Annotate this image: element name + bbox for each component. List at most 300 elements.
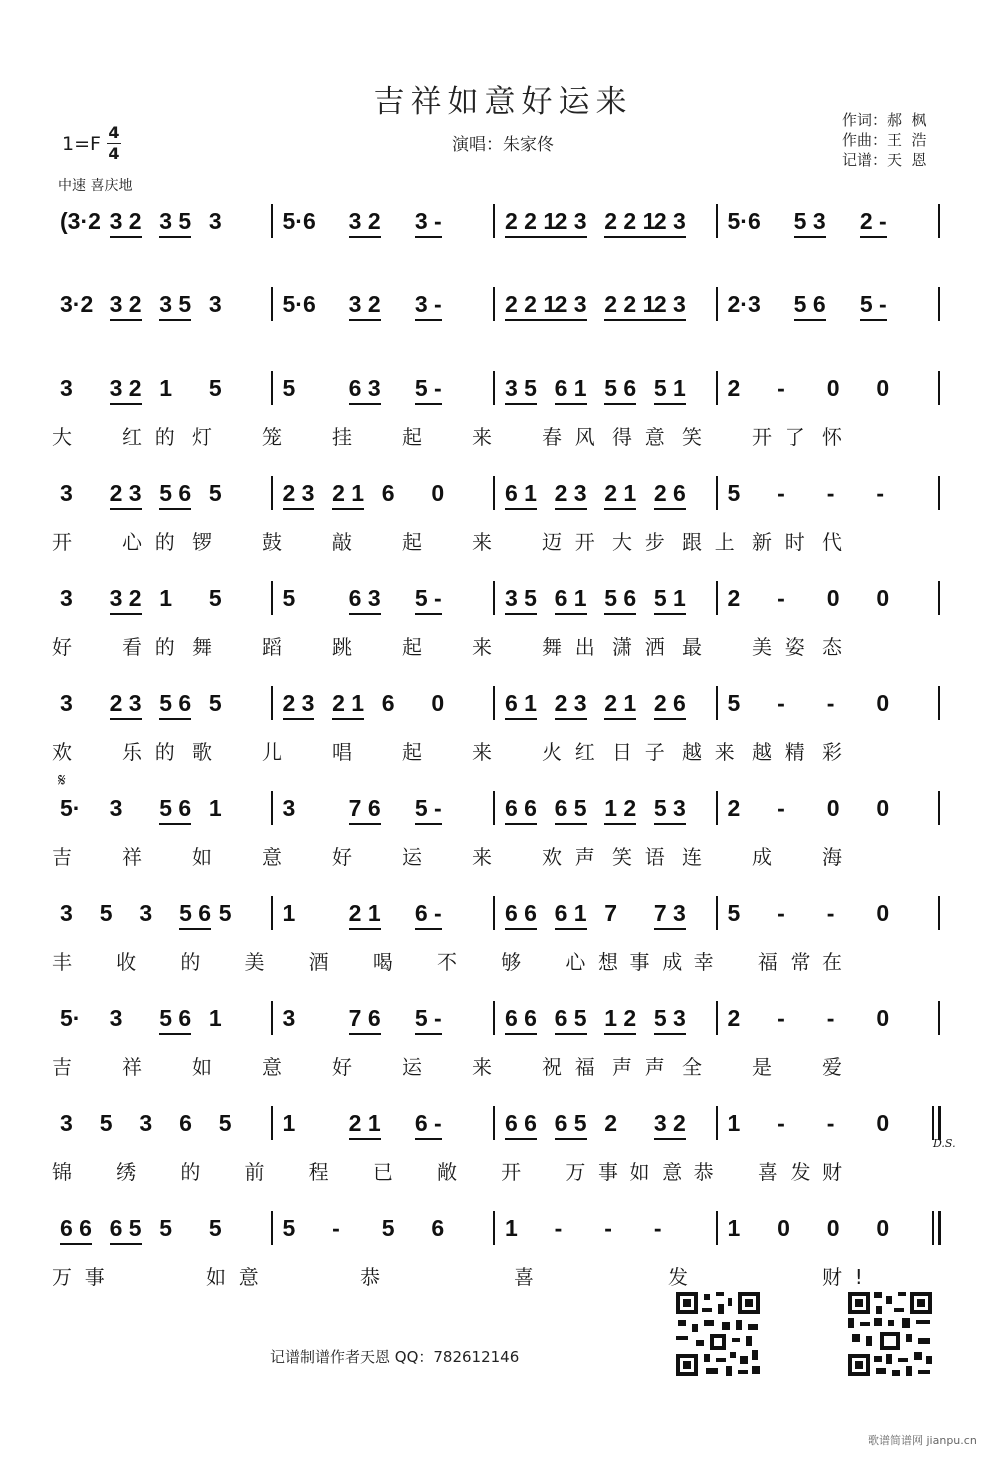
bar-line [716, 1106, 718, 1140]
bar-line [716, 791, 718, 825]
note-group: 6 - [415, 1110, 442, 1140]
note-group: 3 5 [159, 291, 191, 321]
notes-line [0, 208, 1006, 268]
bar-line [271, 204, 273, 238]
note-group: 6 6 [505, 1110, 537, 1140]
lyric-word: 如 意 [206, 1265, 259, 1289]
key-signature [62, 124, 121, 163]
note-group: 3 5 [505, 375, 537, 405]
note-group: - [777, 690, 785, 716]
note-group: 5 1 [654, 375, 686, 405]
bar-line [271, 581, 273, 615]
note-group: 0 [777, 1215, 790, 1241]
note-group: 2 3 [555, 291, 587, 321]
score-row [0, 585, 1006, 695]
note-group: 5 [381, 1215, 395, 1241]
lyric-word: 锦 [52, 1160, 72, 1184]
lyric-word: 程 [308, 1160, 329, 1184]
note-group: 2 6 [654, 690, 686, 720]
bar-line [493, 1001, 495, 1035]
bar-line [493, 581, 495, 615]
lyric-word: 声 声 [612, 1055, 665, 1079]
lyric-word: 爱 [822, 1055, 842, 1079]
notes-line [0, 291, 1006, 351]
watermark: 歌谱简谱网 jianpu.cn [868, 1434, 977, 1447]
lyrics-line [0, 1156, 1006, 1182]
note-group: 5 [99, 1110, 113, 1136]
lyric-word: 开 [501, 1160, 522, 1184]
bar-line [716, 1001, 718, 1035]
note-group: 5 [218, 1110, 232, 1136]
lyric-word: 万 事 [565, 1160, 619, 1184]
lyric-word: 日 子 [612, 740, 665, 764]
lyrics-line [0, 1051, 1006, 1077]
note-group: 0 [876, 1215, 890, 1241]
lyrics-line [0, 841, 1006, 867]
note-group: 5 [727, 690, 741, 716]
note-group: 2 3 [555, 690, 587, 720]
note-group: 5· [60, 795, 81, 821]
lyric-word: 财 ! [822, 1265, 863, 1289]
bar-line [271, 791, 273, 825]
note-group: 5 6 [159, 480, 191, 510]
note-group: 2 1 [349, 900, 381, 930]
lyric-word: 跟 上 [682, 530, 735, 554]
bar-line [271, 1106, 273, 1140]
note-group: 1 [505, 1215, 518, 1241]
transcriber-credit: 记谱：天 恩 [842, 151, 927, 169]
score-row [0, 1005, 1006, 1115]
note-group: 5 [282, 375, 296, 401]
lyrics-line [0, 421, 1006, 447]
lyric-word: 新 时 [752, 530, 805, 554]
note-group: 0 [876, 795, 890, 821]
note-group: 3 2 [349, 291, 381, 321]
note-group: 5 - [860, 291, 887, 321]
lyric-word: 的 [180, 1160, 201, 1184]
note-group: 3 [60, 480, 73, 506]
lyric-word: 如 [192, 1055, 212, 1079]
note-group: 3 [60, 1110, 73, 1136]
bar-line [271, 896, 273, 930]
bar-line [938, 791, 940, 825]
note-group: 2 - [860, 208, 887, 238]
lyric-word: 潇 洒 [612, 635, 665, 659]
lyrics-line [0, 631, 1006, 657]
bar-line [716, 204, 718, 238]
credits-block [842, 110, 927, 170]
note-group: 5 [208, 585, 222, 611]
note-group: 6 1 [505, 690, 537, 720]
time-signature-top: 4 [108, 123, 120, 142]
note-group: 2 3 [110, 480, 142, 510]
note-group: 0 [826, 375, 840, 401]
note-group: 0 [876, 900, 890, 926]
lyric-word: 笑 [682, 425, 702, 449]
lyric-word: 敞 [437, 1160, 457, 1184]
lyric-word: 在 [822, 950, 842, 974]
lyric-word: 迈 开 [542, 530, 595, 554]
note-group: 7 6 [349, 795, 381, 825]
note-group: 5 [727, 480, 741, 506]
note-group: 3 5 [159, 208, 191, 238]
lyric-word: 看 的 [122, 635, 175, 659]
bar-line [938, 896, 940, 930]
lyric-word: 唱 [332, 740, 352, 764]
lyric-word: 酒 [308, 950, 329, 974]
end-bar-line [938, 1211, 941, 1245]
note-group: 3·2 [60, 291, 94, 317]
note-group: 5 6 [159, 795, 191, 825]
note-group: 6 5 [555, 1110, 587, 1140]
lyric-word: 恭 [360, 1265, 380, 1289]
note-group: 5 6 [159, 1005, 191, 1035]
bar-line [493, 896, 495, 930]
note-group: 5 [159, 1215, 173, 1241]
lyric-word: 儿 [262, 740, 282, 764]
note-group: 5 [218, 900, 232, 926]
note-group: 6 [381, 690, 395, 716]
note-group: 3 [208, 291, 222, 317]
lyric-word: 起 [402, 740, 422, 764]
time-signature-bottom: 4 [108, 144, 120, 163]
lyric-word: 福 常 [757, 950, 811, 974]
footer-credit: 记谱制谱作者天恩 QQ：782612146 [270, 1348, 520, 1366]
note-group: 6 1 [555, 375, 587, 405]
note-group: 7 6 [349, 1005, 381, 1035]
note-group: 6 [381, 480, 395, 506]
score-row [0, 900, 1006, 1010]
lyric-word: 来 [472, 530, 492, 554]
note-group: 3 [109, 1005, 123, 1031]
bar-line [493, 371, 495, 405]
note-group: 2 1 [349, 1110, 381, 1140]
note-group: - [777, 480, 785, 506]
note-group: 5·6 [282, 208, 316, 234]
note-group: - [653, 1215, 662, 1241]
lyric-word: 来 [472, 425, 492, 449]
note-group: 6 5 [110, 1215, 142, 1245]
note-group: 5 [208, 1215, 222, 1241]
note-group: 5 - [415, 1005, 442, 1035]
lyric-word: 态 [822, 635, 842, 659]
lyric-word: 祥 [122, 845, 142, 869]
note-group: 2 3 [555, 208, 587, 238]
note-group: 2·3 [727, 291, 761, 317]
note-group: - [777, 1005, 785, 1031]
lyric-word: 笼 [262, 425, 282, 449]
bar-line [493, 1106, 495, 1140]
lyric-word: 财 [822, 1160, 842, 1184]
note-group: 2 2 1 [505, 291, 556, 321]
lyric-word: 怀 [822, 425, 842, 449]
lyric-word: 万 事 [52, 1265, 105, 1289]
qr-code-right [846, 1290, 934, 1378]
note-group: 2 3 [654, 291, 686, 321]
note-group: 0 [826, 795, 840, 821]
note-group: 3 - [415, 291, 442, 321]
lyric-word: 前 [244, 1160, 265, 1184]
bar-line [493, 791, 495, 825]
note-group: 5 [282, 585, 296, 611]
bar-line [271, 1001, 273, 1035]
note-group: 2 [727, 375, 741, 401]
lyric-word: 吉 [52, 845, 72, 869]
lyric-word: 连 [682, 845, 702, 869]
lyric-word: 越 精 [752, 740, 805, 764]
bar-line [716, 581, 718, 615]
note-group: 5 6 [159, 690, 191, 720]
score-row [0, 1110, 1006, 1220]
note-group: 2 3 [283, 480, 315, 510]
note-group: 7 3 [654, 900, 686, 930]
lyric-word: 收 [116, 950, 137, 974]
lyric-word: 红 的 [122, 425, 175, 449]
note-group: - [826, 480, 835, 506]
note-group: 3 [60, 375, 73, 401]
end-bar-line [938, 1106, 941, 1140]
note-group: 6 1 [555, 900, 587, 930]
lyric-word: 越 来 [682, 740, 735, 764]
note-group: 3 2 [110, 585, 142, 615]
note-group: 1 [282, 900, 296, 926]
bar-line [271, 686, 273, 720]
lyric-word: 是 [752, 1055, 772, 1079]
bar-line [493, 287, 495, 321]
lyric-word: 笑 语 [612, 845, 665, 869]
note-group: - [554, 1215, 563, 1241]
note-group: 6 - [415, 900, 442, 930]
lyric-word: 如 [192, 845, 212, 869]
lyric-word: 起 [402, 635, 422, 659]
note-group: 5 6 [604, 375, 636, 405]
note-group: 5 [208, 690, 222, 716]
lyric-word: 成 [752, 845, 772, 869]
lyric-word: 美 姿 [752, 635, 805, 659]
note-group: 5 - [415, 795, 442, 825]
lyric-word: 美 [244, 950, 265, 974]
bar-line [938, 1001, 940, 1035]
note-group: 5 [99, 900, 113, 926]
note-group: 2 1 [604, 690, 636, 720]
note-group: 2 [727, 795, 741, 821]
note-group: 1 [727, 1215, 741, 1241]
note-group: 2 2 1 [604, 291, 655, 321]
note-group: 6 1 [505, 480, 537, 510]
note-group: 6 1 [555, 585, 587, 615]
lyrics-line [0, 736, 1006, 762]
lyric-word: 锣 [192, 530, 212, 554]
lyric-word: 开 了 [752, 425, 805, 449]
note-group: 5 6 [794, 291, 826, 321]
note-group: 0 [876, 585, 890, 611]
note-group: 0 [876, 1110, 890, 1136]
lyric-word: 心 的 [122, 530, 175, 554]
composer-credit: 作曲：王 浩 [842, 131, 927, 149]
note-group: 6 6 [60, 1215, 92, 1245]
lyric-word: 发 [668, 1265, 688, 1289]
note-group: 3 2 [654, 1110, 686, 1140]
bar-line [716, 1211, 718, 1245]
lyric-word: 幸 [693, 950, 714, 974]
lyric-word: 代 [822, 530, 842, 554]
lyric-word: 歌 [192, 740, 212, 764]
note-group: 2 2 1 [505, 208, 556, 238]
note-group: 1 [208, 1005, 222, 1031]
key-label: 1=F [62, 132, 101, 155]
note-group: 5 6 [179, 900, 211, 930]
bar-line [271, 287, 273, 321]
lyric-word: 吉 [52, 1055, 72, 1079]
note-group: 6 6 [505, 795, 537, 825]
bar-line [932, 1106, 934, 1140]
note-group: 2 1 [332, 480, 364, 510]
note-group: 3 [109, 795, 123, 821]
tempo-marking: 中速 喜庆地 [58, 178, 133, 194]
note-group: 3 2 [110, 208, 142, 238]
lyric-word: 大 [52, 425, 72, 449]
bar-line [932, 1211, 934, 1245]
note-group: 5 3 [654, 795, 686, 825]
note-group: 1 2 [604, 795, 636, 825]
lyric-word: 来 [472, 1055, 492, 1079]
note-group: 6 6 [505, 900, 537, 930]
lyric-word: 挂 [332, 425, 352, 449]
score-row [0, 480, 1006, 590]
note-group: 2 1 [604, 480, 636, 510]
lyric-word: 的 [180, 950, 201, 974]
note-group: 5 [282, 1215, 296, 1241]
lyric-word: 恭 [693, 1160, 714, 1184]
note-group: 0 [876, 690, 890, 716]
note-group: 3 [60, 585, 73, 611]
note-group: 2 1 [332, 690, 364, 720]
lyric-word: 大 步 [612, 530, 665, 554]
lyric-word: 全 [682, 1055, 702, 1079]
note-group: 3 [282, 795, 296, 821]
note-group: 2 3 [283, 690, 315, 720]
note-group: 2 3 [555, 480, 587, 510]
lyric-word: 海 [822, 845, 842, 869]
lyric-word: 如 意 [629, 1160, 683, 1184]
lyric-word: 开 [52, 530, 72, 554]
note-group: 1 [208, 795, 222, 821]
note-group: 6 5 [555, 1005, 587, 1035]
note-group: - [332, 1215, 340, 1241]
note-group: 5 - [415, 375, 442, 405]
note-group: 1 [727, 1110, 741, 1136]
lyric-word: 乐 的 [122, 740, 175, 764]
lyric-word: 蹈 [262, 635, 282, 659]
lyric-word: 灯 [192, 425, 212, 449]
bar-line [938, 204, 940, 238]
note-group: 2 6 [654, 480, 686, 510]
note-group: 2 [727, 585, 741, 611]
lyric-word: 鼓 [262, 530, 282, 554]
note-group: 3 - [415, 208, 442, 238]
note-group: - [777, 900, 785, 926]
bar-line [271, 476, 273, 510]
bar-line [716, 476, 718, 510]
lyric-word: 最 [682, 635, 702, 659]
singer-credit: 演唱：朱家佟 [452, 135, 554, 155]
lyric-word: 意 [262, 845, 282, 869]
note-group: 2 2 1 [604, 208, 655, 238]
lyric-word: 运 [402, 1055, 422, 1079]
note-group: 6 3 [349, 585, 381, 615]
score-row [0, 795, 1006, 905]
lyric-word: 欢 [52, 740, 72, 764]
lyric-word: 意 [262, 1055, 282, 1079]
note-group: 5 [727, 900, 741, 926]
note-group: 3 5 [505, 585, 537, 615]
time-signature [107, 124, 121, 163]
lyric-word: 好 [52, 635, 72, 659]
note-group: - [826, 690, 835, 716]
lyric-word: 运 [402, 845, 422, 869]
bar-line [716, 686, 718, 720]
note-group: 7 [604, 900, 618, 926]
lyric-word: 喝 [372, 950, 393, 974]
note-group: 0 [826, 585, 840, 611]
segno-sign: 𝄋 [58, 770, 66, 791]
lyric-word: 够 [501, 950, 522, 974]
lyric-word: 事 成 [629, 950, 683, 974]
lyric-word: 来 [472, 845, 492, 869]
note-group: (3·2 [60, 208, 101, 234]
note-group: 0 [876, 1005, 890, 1031]
note-group: - [777, 1110, 785, 1136]
lyric-word: 来 [472, 635, 492, 659]
note-group: - [826, 1110, 835, 1136]
note-group: 5 [208, 375, 222, 401]
note-group: 3 [208, 208, 222, 234]
note-group: 0 [431, 690, 445, 716]
note-group: 5 6 [604, 585, 636, 615]
lyric-word: 得 意 [612, 425, 665, 449]
lyric-word: 喜 [514, 1265, 534, 1289]
bar-line [493, 476, 495, 510]
lyric-word: 祥 [122, 1055, 142, 1079]
lyric-word: 舞 出 [542, 635, 595, 659]
note-group: 6 [179, 1110, 192, 1136]
note-group: 6 6 [505, 1005, 537, 1035]
bar-line [493, 1211, 495, 1245]
note-group: 5·6 [727, 208, 761, 234]
note-group: 2 [604, 1110, 618, 1136]
lyric-word: 丰 [52, 950, 72, 974]
lyric-word: 已 [372, 1160, 393, 1184]
note-group: 1 [282, 1110, 296, 1136]
note-group: 3 [60, 690, 73, 716]
bar-line [493, 204, 495, 238]
bar-line [938, 287, 940, 321]
note-group: 1 [159, 585, 173, 611]
bar-line [716, 287, 718, 321]
lyrics-line [0, 1261, 1006, 1287]
bar-line [271, 371, 273, 405]
lyric-word: 来 [472, 740, 492, 764]
song-title: 吉祥如意好运来 [373, 84, 633, 120]
bar-line [938, 581, 940, 615]
note-group: - [604, 1215, 612, 1241]
lyric-word: 春 风 [542, 425, 595, 449]
lyric-word: 起 [402, 530, 422, 554]
note-group: 5 1 [654, 585, 686, 615]
note-group: - [777, 795, 785, 821]
lyric-word: 敲 [332, 530, 352, 554]
note-group: - [826, 1005, 835, 1031]
